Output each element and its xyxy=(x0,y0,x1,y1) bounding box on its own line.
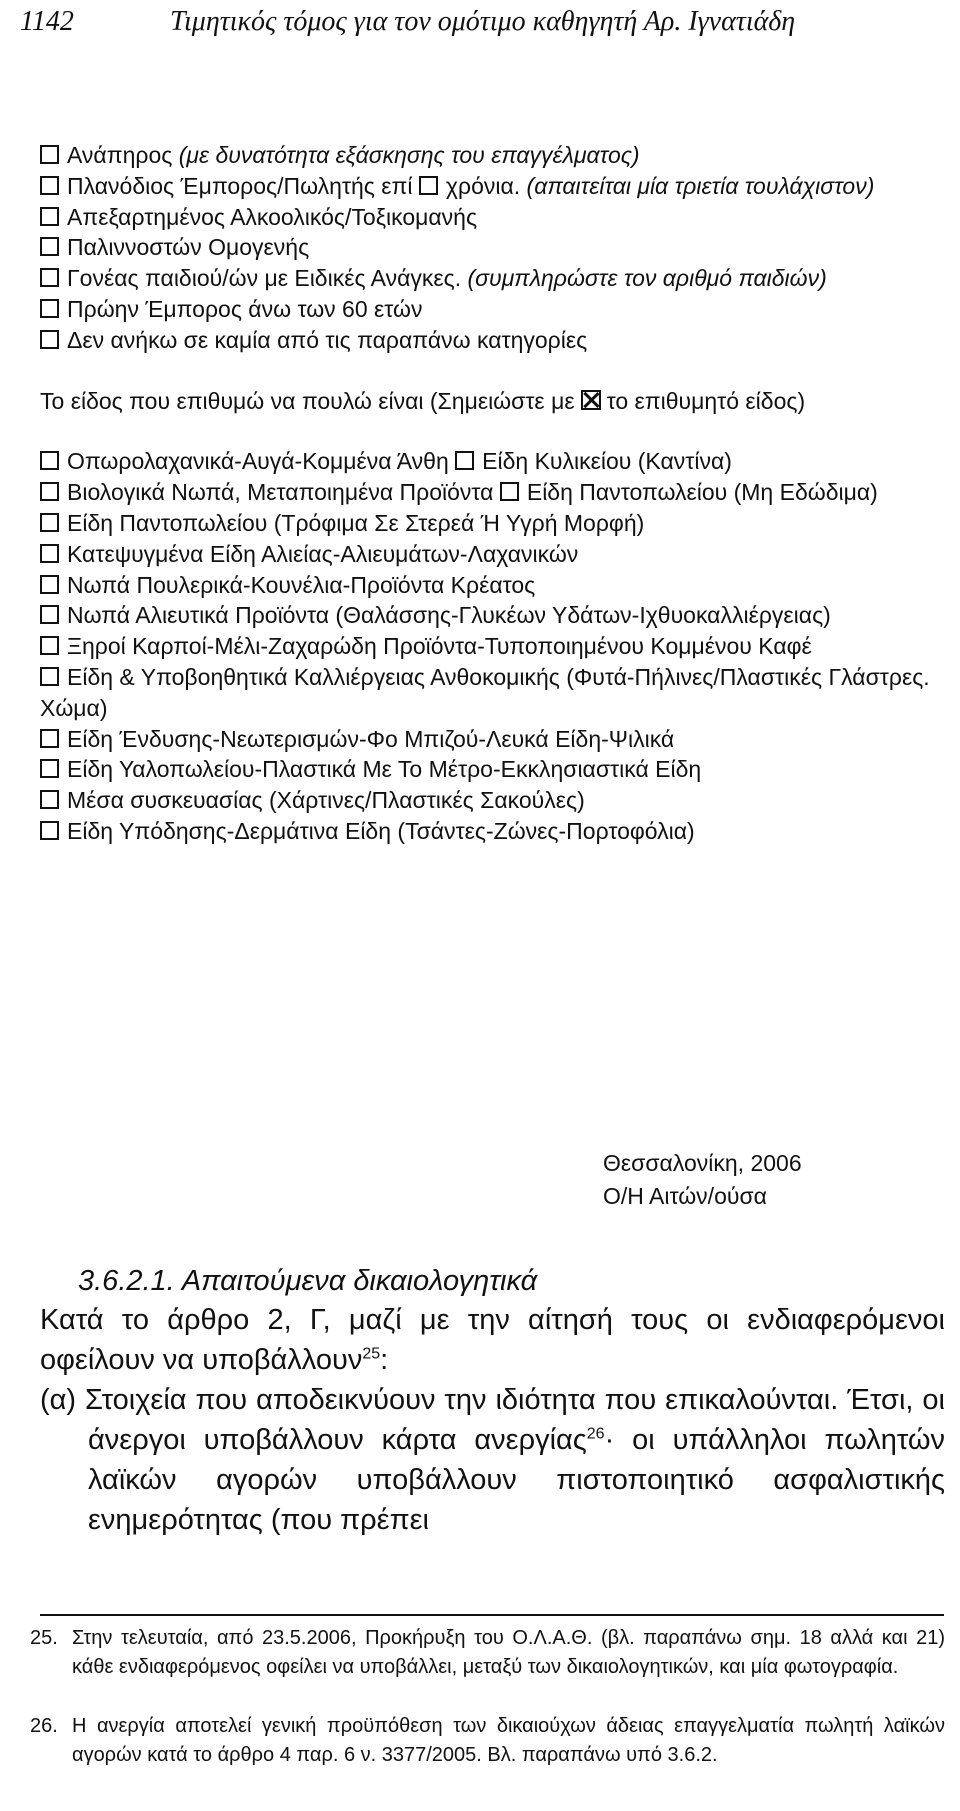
footnote-divider xyxy=(40,1614,944,1616)
goods-instruction: Το είδος που επιθυμώ να πουλώ είναι (Σημειώστε με το επιθυμητό είδος) xyxy=(40,387,806,414)
section-item-a: (α) Στοιχεία που αποδεικνύουν την ιδιότητα που επικαλούνται. Έτσι, οι άνεργοι υποβάλλουν κάρτα ανεργίας$^{26}$· οι υπάλληλοι πωλητών λαϊκών αγορών υποβάλλουν πιστοποιητικό ασφαλιστικής ενημερότητας (που πρέπει xyxy=(40,1384,946,1536)
category-item: Ανάπηρος (με δυνατότητα εξάσκησης του επαγγέλματος) xyxy=(40,140,945,171)
checkbox-icon[interactable] xyxy=(40,513,59,532)
category-item: Γονέας παιδιού/ών με Ειδικές Ανάγκες. (συμπληρώστε τον αριθμό παιδιών) xyxy=(40,263,945,294)
place-date: Θεσσαλονίκη, 2006 xyxy=(603,1150,802,1176)
section-3-6-2-1 xyxy=(40,1265,945,1540)
goods-item: Είδη Υαλοπωλείου-Πλαστικά Με Το Μέτρο-Εκκλησιαστικά Είδη xyxy=(40,754,945,785)
category-item: Δεν ανήκω σε καμία από τις παραπάνω κατηγορίες xyxy=(40,325,945,356)
checkbox-icon[interactable] xyxy=(40,299,59,318)
checkbox-icon[interactable] xyxy=(455,451,474,470)
checkbox-icon[interactable] xyxy=(40,575,59,594)
footnote xyxy=(30,1712,945,1770)
checkbox-icon[interactable] xyxy=(40,667,59,686)
checkbox-icon[interactable] xyxy=(40,330,59,349)
footnote-text: Η ανεργία αποτελεί γενική προϋπόθεση των δικαιούχων άδειας επαγγελματία πωλητή λαϊκών αγορών κατά το άρθρο 4 παρ. 6 ν. 3377/2005. Βλ. παραπάνω υπό 3.6.2. xyxy=(72,1715,945,1766)
goods-item: Μέσα συσκευασίας (Χάρτινες/Πλαστικές Σακούλες) xyxy=(40,785,945,816)
goods-item: Ξηροί Καρποί-Μέλι-Ζαχαρώδη Προϊόντα-Τυποποιημένου Κομμένου Καφέ xyxy=(40,631,945,662)
checkbox-icon[interactable] xyxy=(40,821,59,840)
goods-item: Βιολογικά Νωπά, Μεταποιημένα Προϊόντα Είδη Παντοπωλείου (Μη Εδώδιμα) xyxy=(40,477,945,508)
footnote-number: 25. xyxy=(30,1627,58,1649)
goods-item: Είδη Ένδυσης-Νεωτερισμών-Φο Μπιζού-Λευκά Είδη-Ψιλικά xyxy=(40,724,945,755)
checkbox-icon[interactable] xyxy=(40,176,59,195)
footnote-text: Στην τελευταία, από 23.5.2006, Προκήρυξη του Ο.Λ.Α.Θ. (βλ. παραπάνω σημ. 18 αλλά και 21) κάθε ενδιαφερόμενος οφείλει να υποβάλλει, μεταξύ των δικαιολογητικών, και μία φωτογραφία. xyxy=(72,1627,945,1678)
checkbox-icon[interactable] xyxy=(40,636,59,655)
checkbox-icon[interactable] xyxy=(500,482,519,501)
section-intro: Κατά το άρθρο 2, Γ, μαζί με την αίτησή τους οι ενδιαφερόμενοι οφείλουν να υποβάλλουν$^{25}$: xyxy=(40,1304,945,1376)
footnote-number: 26. xyxy=(30,1715,58,1737)
goods-item: Οπωρολαχανικά-Αυγά-Κομμένα Άνθη Είδη Κυλικείου (Καντίνα) xyxy=(40,446,945,477)
goods-item: Είδη Υπόδησης-Δερμάτινα Είδη (Τσάντες-Ζώνες-Πορτοφόλια) xyxy=(40,816,945,847)
goods-item: Νωπά Αλιευτικά Προϊόντα (Θαλάσσης-Γλυκέων Υδάτων-Ιχθυοκαλλιέργειας) xyxy=(40,600,945,631)
section-heading: 3.6.2.1. Απαιτούμενα δικαιολογητικά xyxy=(78,1265,538,1297)
page-number: 1142 xyxy=(20,6,74,37)
category-item: Πρώην Έμπορος άνω των 60 ετών xyxy=(40,294,945,325)
footnote-ref[interactable]: 26 xyxy=(586,1425,605,1443)
running-title: Τιμητικός τόμος για τον ομότιμο καθηγητή Αρ. Ιγνατιάδη xyxy=(170,6,796,37)
category-item: Απεξαρτημένος Αλκοολικός/Τοξικομανής xyxy=(40,202,945,233)
checkbox-icon[interactable] xyxy=(419,176,438,195)
checkbox-icon[interactable] xyxy=(40,544,59,563)
goods-item: Είδη Παντοπωλείου (Τρόφιμα Σε Στερεά Ή Υγρή Μορφή) xyxy=(40,508,945,539)
signatory-label: Ο/Η Αιτών/ούσα xyxy=(603,1183,767,1209)
checkbox-icon[interactable] xyxy=(40,482,59,501)
goods-item: Είδη & Υποβοηθητικά Καλλιέργειας Ανθοκομικής (Φυτά-Πήλινες/Πλαστικές Γλάστρες. Χώμα) xyxy=(40,663,930,721)
checkbox-icon[interactable] xyxy=(40,145,59,164)
checked-box-icon xyxy=(581,390,601,410)
checkbox-icon[interactable] xyxy=(40,268,59,287)
application-form xyxy=(40,140,945,847)
footnote-ref[interactable]: 25 xyxy=(362,1345,381,1363)
checkbox-icon[interactable] xyxy=(40,729,59,748)
checkbox-icon[interactable] xyxy=(40,759,59,778)
page-header xyxy=(20,6,945,46)
goods-item: Νωπά Πουλερικά-Κουνέλια-Προϊόντα Κρέατος xyxy=(40,570,945,601)
checkbox-icon[interactable] xyxy=(40,207,59,226)
category-item: Πλανόδιος Έμπορος/Πωλητής επί χρόνια. (απαιτείται μία τριετία τουλάχιστον) xyxy=(40,171,945,202)
checkbox-icon[interactable] xyxy=(40,605,59,624)
category-item: Παλιννοστών Ομογενής xyxy=(40,232,945,263)
checkbox-icon[interactable] xyxy=(40,237,59,256)
checkbox-icon[interactable] xyxy=(40,451,59,470)
checkbox-icon[interactable] xyxy=(40,790,59,809)
footnote xyxy=(30,1624,945,1682)
goods-item: Κατεψυγμένα Είδη Αλιείας-Αλιευμάτων-Λαχανικών xyxy=(40,539,945,570)
